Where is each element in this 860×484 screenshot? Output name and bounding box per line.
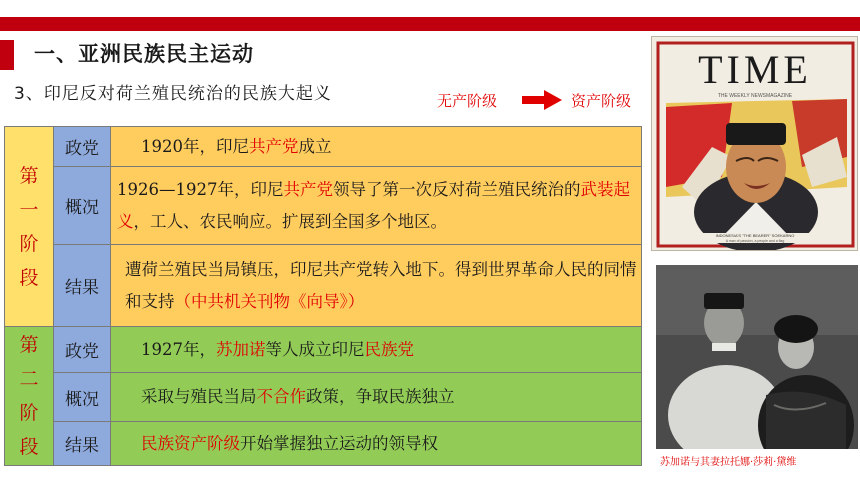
cover-caption-line1: INDONESIA'S "THE BEARER" SOEKARNO bbox=[715, 233, 795, 238]
stage-one-label: 第 一 阶 段 bbox=[5, 127, 54, 327]
highlight-text: 共产党 bbox=[249, 136, 299, 156]
highlight-text: （中共机关刊物《向导》） bbox=[174, 291, 365, 311]
cover-caption-line2: A man of passion, a people and a flag bbox=[725, 239, 785, 243]
title-accent-block bbox=[0, 40, 14, 70]
body-text: 1927年， bbox=[141, 339, 216, 359]
body-text: 领导了第一次反对荷兰殖民统治的 bbox=[332, 179, 581, 199]
class-shift-to: 资产阶级 bbox=[571, 92, 632, 110]
body-text: ，工人、农民响应。扩展到全国多个地区。 bbox=[133, 211, 447, 231]
magazine-title: TIME bbox=[698, 47, 812, 92]
body-text: 成立 bbox=[298, 136, 332, 156]
highlight-text: 共产党 bbox=[283, 179, 333, 199]
body-text: 1920年，印尼 bbox=[141, 136, 249, 156]
body-text: 等人成立印尼 bbox=[265, 339, 365, 359]
sukarno-portrait-image bbox=[652, 37, 858, 251]
row-content bbox=[111, 167, 642, 245]
photo-caption: 苏加诺与其妻拉托娜·莎莉·黛维 bbox=[660, 457, 797, 468]
highlight-text: 民族资产阶级 bbox=[141, 433, 240, 453]
body-text: 开始掌握独立运动的领导权 bbox=[240, 433, 438, 453]
table-row bbox=[5, 422, 642, 466]
right-arrow-icon bbox=[522, 90, 562, 110]
highlight-text: 苏加诺 bbox=[216, 339, 266, 359]
stage-two-label: 第 二 阶 段 bbox=[5, 327, 54, 466]
table-row bbox=[5, 127, 642, 167]
class-shift-from: 无产阶级 bbox=[437, 92, 498, 110]
body-text: 1926—1927年，印尼 bbox=[117, 179, 284, 199]
row-label: 结果 bbox=[54, 422, 111, 466]
body-text: 遭荷兰殖民当局镇压，印尼共产党转入地下。得到世界革命人民的同情和支持 bbox=[125, 259, 637, 311]
row-label: 概况 bbox=[54, 167, 111, 245]
stages-table bbox=[4, 126, 642, 466]
row-label: 结果 bbox=[54, 245, 111, 327]
table-row bbox=[5, 167, 642, 245]
section-title: 一、亚洲民族民主运动 bbox=[34, 42, 254, 66]
row-label: 政党 bbox=[54, 127, 111, 167]
row-content bbox=[111, 327, 642, 373]
row-content bbox=[111, 245, 642, 327]
table-row bbox=[5, 373, 642, 422]
row-content bbox=[111, 373, 642, 422]
highlight-text: 武装起义 bbox=[117, 179, 630, 231]
couple-photo bbox=[656, 265, 858, 449]
highlight-text: 民族党 bbox=[364, 339, 414, 359]
couple-photo-image bbox=[656, 265, 858, 449]
time-magazine-cover bbox=[651, 36, 858, 251]
body-text: 政策，争取民族独立 bbox=[306, 387, 455, 406]
row-content bbox=[111, 127, 642, 167]
top-accent-bar bbox=[0, 17, 860, 31]
table-row bbox=[5, 327, 642, 373]
subtitle: 3、印尼反对荷兰殖民统治的民族大起义 bbox=[14, 84, 332, 104]
magazine-tagline: THE WEEKLY NEWSMAGAZINE bbox=[717, 93, 793, 99]
row-label: 政党 bbox=[54, 327, 111, 373]
body-text: 采取与殖民当局 bbox=[141, 387, 257, 406]
highlight-text: 不合作 bbox=[256, 387, 306, 406]
row-content bbox=[111, 422, 642, 466]
row-label: 概况 bbox=[54, 373, 111, 422]
table-row bbox=[5, 245, 642, 327]
